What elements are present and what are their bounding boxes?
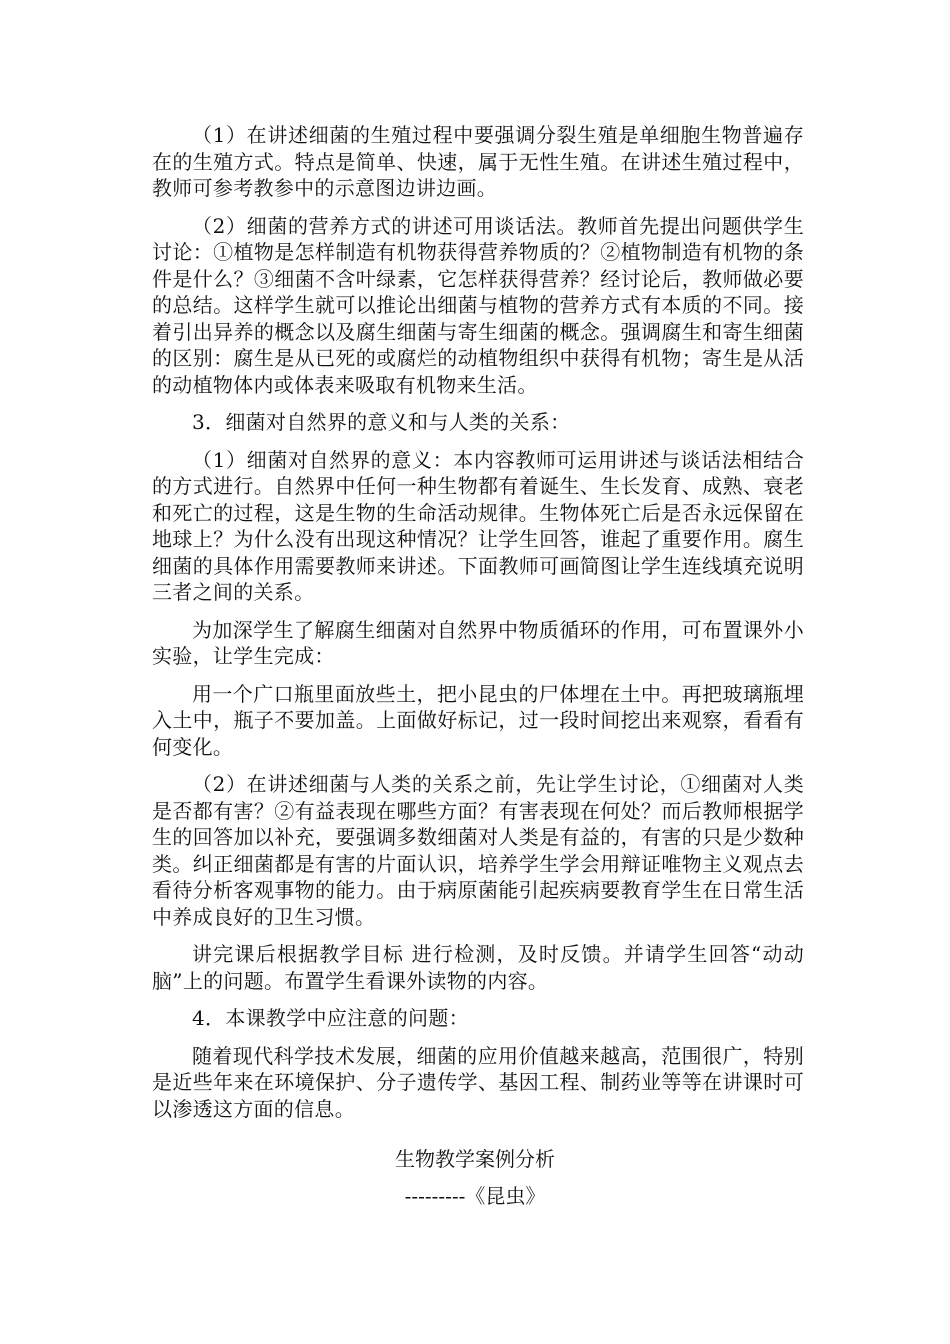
paragraph-reproduction: （1）在讲述细菌的生殖过程中要强调分裂生殖是单细胞生物普遍存在的生殖方式。特点是简单、快速，属于无性生殖。在讲述生殖过程中，教师可参考教参中的示意图边讲边画。: [152, 123, 804, 200]
paragraph-human-relation: （2）在讲述细菌与人类的关系之前，先让学生讨论，①细菌对人类是否都有害？②有益表现在哪些方面？有害表现在何处？而后教师根据学生的回答加以补充，要强调多数细菌对人类是有益的，有害的只是少数种类。纠正细菌都是有害的片面认识，培养学生学会用辩证唯物主义观点去看待分析客观事物的能力。由于病原菌能引起疾病要教育学生在日常生活中养成良好的卫生习惯。: [152, 772, 804, 929]
paragraph-nutrition: （2）细菌的营养方式的讲述可用谈话法。教师首先提出问题供学生讨论：①植物是怎样制造有机物获得营养物质的？②植物制造有机物的条件是什么？③细菌不含叶绿素，它怎样获得营养？经讨论后，教师做必要的总结。这样学生就可以推论出细菌与植物的营养方式有本质的不同。接着引出异养的概念以及腐生细菌与寄生细菌的概念。强调腐生和寄生细菌的区别：腐生是从已死的或腐烂的动植物组织中获得有机物；寄生是从活的动植物体内或体表来吸取有机物来生活。: [152, 213, 804, 397]
paragraph-experiment-intro: 为加深学生了解腐生细菌对自然界中物质循环的作用，可布置课外小实验，让学生完成：: [152, 617, 804, 668]
paragraph-nature-significance: （1）细菌对自然界的意义：本内容教师可运用讲述与谈话法相结合的方式进行。自然界中任何一种生物都有着诞生、生长发育、成熟、衰老和死亡的过程，这是生物的生命活动规律。生物体死亡后是否永远保留在地球上？为什么没有出现这种情况？让学生回答，谁起了重要作用。腐生细菌的具体作用需要教师来讲述。下面教师可画简图让学生连线填充说明三者之间的关系。: [152, 447, 804, 604]
case-subtitle: ---------《昆虫》: [404, 1184, 546, 1208]
case-title: 生物教学案例分析: [395, 1147, 555, 1171]
paragraph-applications: 随着现代科学技术发展，细菌的应用价值越来越高，范围很广，特别是近些年来在环境保护、分子遗传学、基因工程、制药业等等在讲课时可以渗透这方面的信息。: [152, 1043, 804, 1121]
paragraph-feedback: 讲完课后根据教学目标 进行检测，及时反馈。并请学生回答“动动脑”上的问题。布置学生看课外读物的内容。: [152, 942, 804, 993]
paragraph-experiment-steps: 用一个广口瓶里面放些土，把小昆虫的尸体埋在土中。再把玻璃瓶埋入土中，瓶子不要加盖。上面做好标记，过一段时间挖出来观察，看看有何变化。: [152, 681, 804, 759]
section-heading-3: 3．细菌对自然界的意义和与人类的关系：: [192, 410, 571, 434]
section-heading-4: 4．本课教学中应注意的问题：: [192, 1006, 469, 1030]
document-body: [152, 122, 804, 1122]
